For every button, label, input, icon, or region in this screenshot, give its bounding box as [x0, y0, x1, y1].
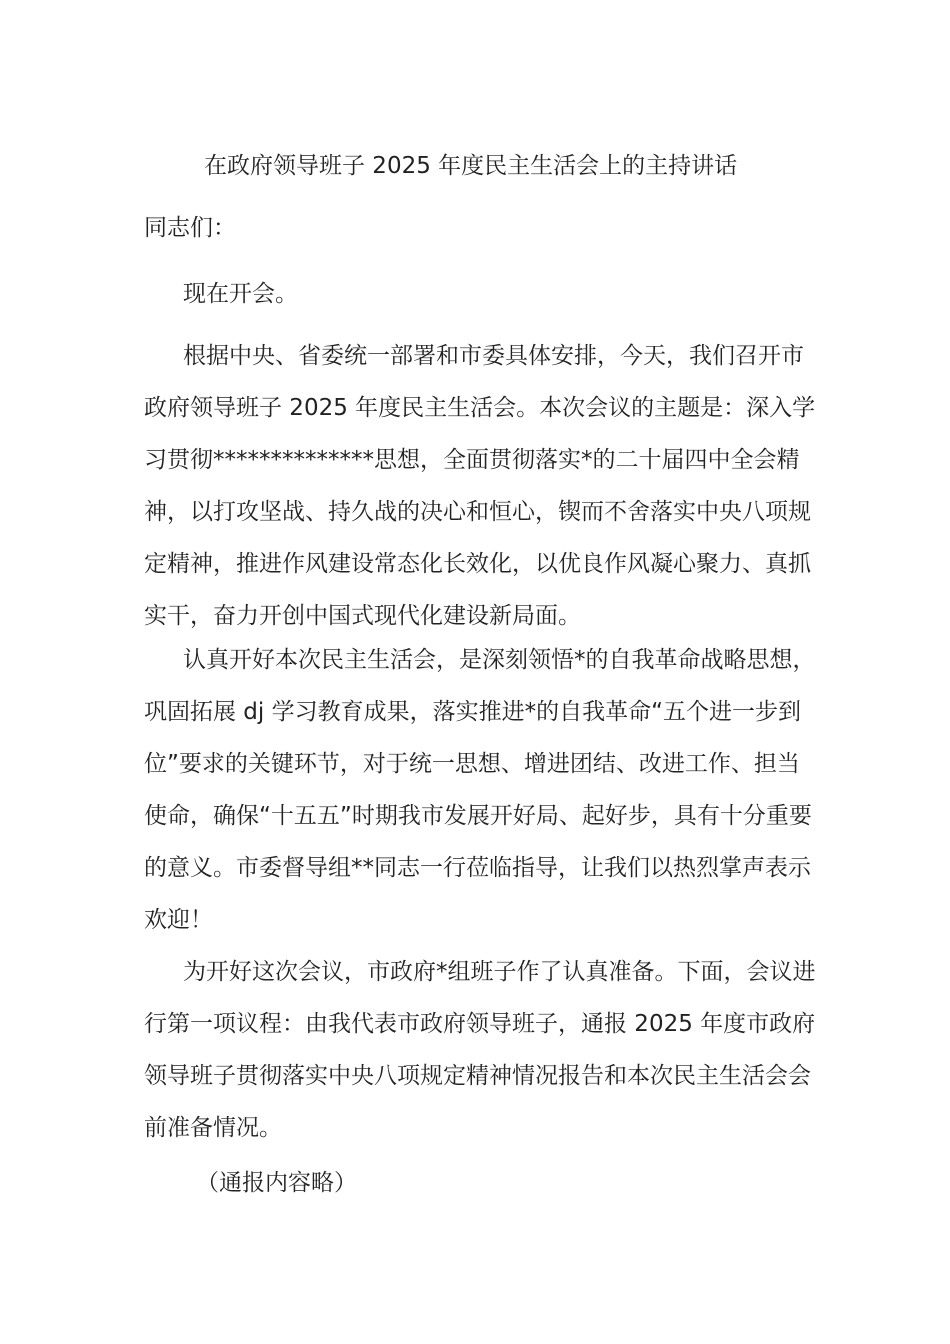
omitted-content-note: （通报内容略） [196, 1170, 357, 1196]
salutation: 同志们： [144, 215, 236, 241]
paragraph-opening: 现在开会。 [183, 281, 298, 307]
paragraph-agenda: 为开好这次会议，市政府*组班子作了认真准备。下面，会议进行第一项议程：由我代表市政府领导班子，通报 2025 年度市政府领导班子贯彻落实中央八项规定精神情况报告和本次民主生活会会前准备情况。 [144, 959, 816, 1141]
paragraph-significance: 认真开好本次民主生活会，是深刻领悟*的自我革命战略思想，巩固拓展 dj 学习教育成果，落实推进*的自我革命“五个进一步到位”要求的关键环节，对于统一思想、增进团结、改进工作、担当使命，确保“十五五”时期我市发展开好局、起好步，具有十分重要的意义。市委督导组**同志一行莅临指导，让我们以热烈掌声表示欢迎！ [144, 647, 816, 933]
paragraph-theme: 根据中央、省委统一部署和市委具体安排，今天，我们召开市政府领导班子 2025 年度民主生活会。本次会议的主题是：深入学习贯彻**************思想，全面贯彻落实*的二十届四中全会精神，以打攻坚战、持久战的决心和恒心，锲而不舍落实中央八项规定精神，推进作风建设常态化长效化，以优良作风凝心聚力、真抓实干，奋力开创中国式现代化建设新局面。 [144, 343, 816, 629]
document-title: 在政府领导班子 2025 年度民主生活会上的主持讲话 [204, 153, 738, 179]
